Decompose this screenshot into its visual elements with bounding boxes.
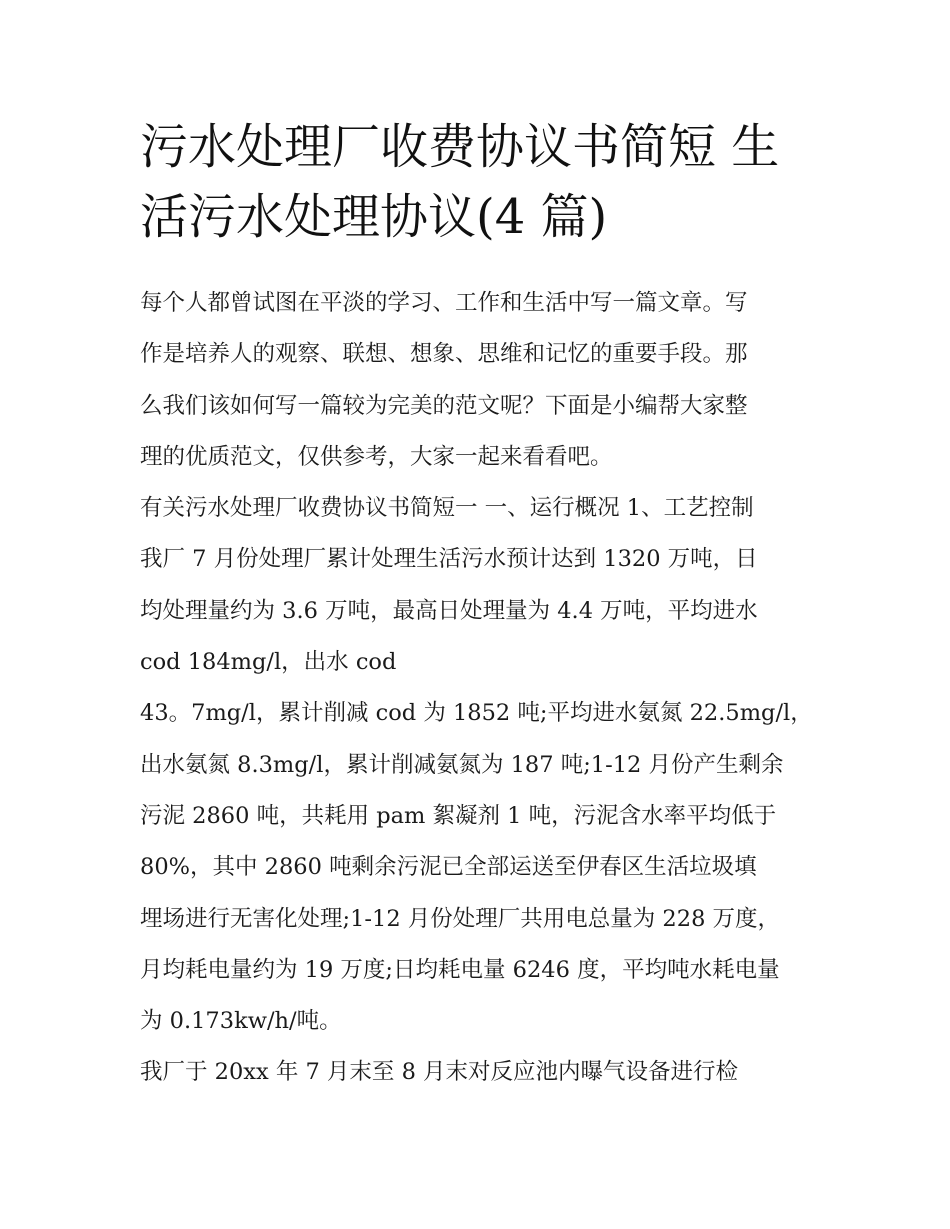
- body-line: 43。7mg/l，累计削减 cod 为 1852 吨;平均进水氨氮 22.5mg/l，: [140, 700, 813, 727]
- title-line: 污水处理厂收费协议书简短 生: [140, 119, 780, 175]
- body-line: 均处理量约为 3.6 万吨，最高日处理量为 4.4 万吨，平均进水: [140, 597, 758, 624]
- body-line: 么我们该如何写一篇较为完美的范文呢？下面是小编帮大家整: [140, 392, 748, 419]
- body-line: 作是培养人的观察、联想、想象、思维和记忆的重要手段。那: [140, 341, 748, 368]
- body-line: 埋场进行无害化处理;1-12 月份处理厂共用电总量为 228 万度，: [140, 905, 781, 932]
- body-line: 污泥 2860 吨，共耗用 pam 絮凝剂 1 吨，污泥含水率平均低于: [140, 802, 777, 829]
- body-line: 为 0.173kw/h/吨。: [140, 1008, 342, 1035]
- body-line: 理的优质范文，仅供参考，大家一起来看看吧。: [140, 443, 613, 470]
- body-line: 80%，其中 2860 吨剩余污泥已全部运送至伊春区生活垃圾填: [140, 854, 757, 881]
- body-line: cod 184mg/l，出水 cod: [140, 649, 397, 676]
- body-line: 我厂于 20xx 年 7 月末至 8 月末对反应池内曝气设备进行检: [140, 1059, 739, 1086]
- body-line: 出水氨氮 8.3mg/l，累计削减氨氮为 187 吨;1-12 月份产生剩余: [140, 751, 784, 778]
- body-line: 我厂 7 月份处理厂累计处理生活污水预计达到 1320 万吨，日: [140, 546, 758, 573]
- document-title: [140, 112, 820, 252]
- body-line: 每个人都曾试图在平淡的学习、工作和生活中写一篇文章。写: [140, 290, 748, 316]
- document-body: [140, 278, 820, 1099]
- title-line: 活污水处理协议(4 篇): [140, 189, 608, 245]
- body-line: 月均耗电量约为 19 万度;日均耗电量 6246 度，平均吨水耗电量: [140, 956, 780, 983]
- body-line: 有关污水处理厂收费协议书简短一 一、运行概况 1、工艺控制: [140, 495, 754, 522]
